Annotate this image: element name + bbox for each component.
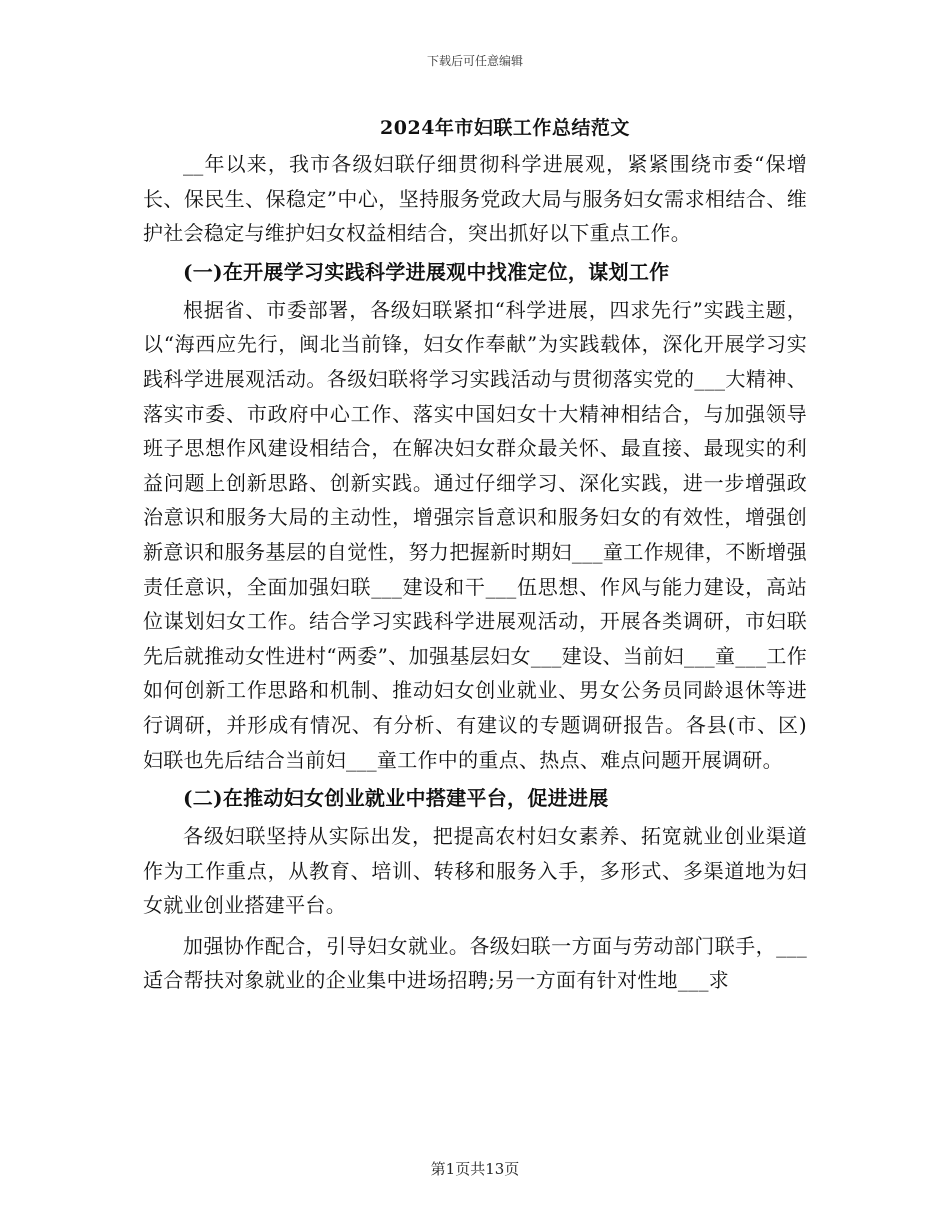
document-title: 2024年市妇联工作总结范文 [380, 117, 630, 139]
intro-paragraph: __年以来，我市各级妇联仔细贯彻科学进展观，紧紧围绕市委“保增长、保民生、保稳定”中心，坚持服务党政大局与服务妇女需求相结合、维护社会稳定与维护妇女权益相结合，突出抓好以下重点工作。 [143, 152, 807, 246]
section-1-heading: (一)在开展学习实践科学进展观中找准定位，谋划工作 [183, 259, 670, 284]
section-2-paragraph-2: 加强协作配合，引导妇女就业。各级妇联一方面与劳动部门联手，___适合帮扶对象就业的企业集中进场招聘;另一方面有针对性地___求 [143, 933, 807, 993]
section-1-paragraph: 根据省、市委部署，各级妇联紧扣“科学进展，四求先行”实践主题，以“海西应先行，闽北当前锋，妇女作奉献”为实践载体，深化开展学习实践科学进展观活动。各级妇联将学习实践活动与贯彻落实党的___大精神、落实市委、市政府中心工作、落实中国妇女十大精神相结合，与加强领导班子思想作风建设相结合，在解决妇女群众最关怀、最直接、最现实的利益问题上创新思路、创新实践。通过仔细学习、深化实践，进一步增强政治意识和服务大局的主动性，增强宗旨意识和服务妇女的有效性，增强创新意识和服务基层的自觉性，努力把握新时期妇___童工作规律，不断增强责任意识，全面加强妇联___建设和干___伍思想、作风与能力建设，高站位谋划妇女工作。结合学习实践科学进展观活动，开展各类调研，市妇联先后就推动女性进村“两委”、加强基层妇女___建设、当前妇___童___工作如何创新工作思路和机制、推动妇女创业就业、男女公务员同龄退休等进行调研，并形成有情况、有分析、有建议的专题调研报告。各县(市、区)妇联也先后结合当前妇___童工作中的重点、热点、难点问题开展调研。 [143, 297, 807, 772]
section-2-paragraph-1: 各级妇联坚持从实际出发，把提高农村妇女素养、拓宽就业创业渠道作为工作重点，从教育、培训、转移和服务入手，多形式、多渠道地为妇女就业创业搭建平台。 [143, 824, 807, 918]
page-header-note: 下载后可任意编辑 [426, 54, 523, 68]
page-number: 第1页共13页 [430, 1160, 520, 1178]
section-2-heading: (二)在推动妇女创业就业中搭建平台，促进进展 [183, 786, 609, 811]
document-body [143, 109, 807, 998]
